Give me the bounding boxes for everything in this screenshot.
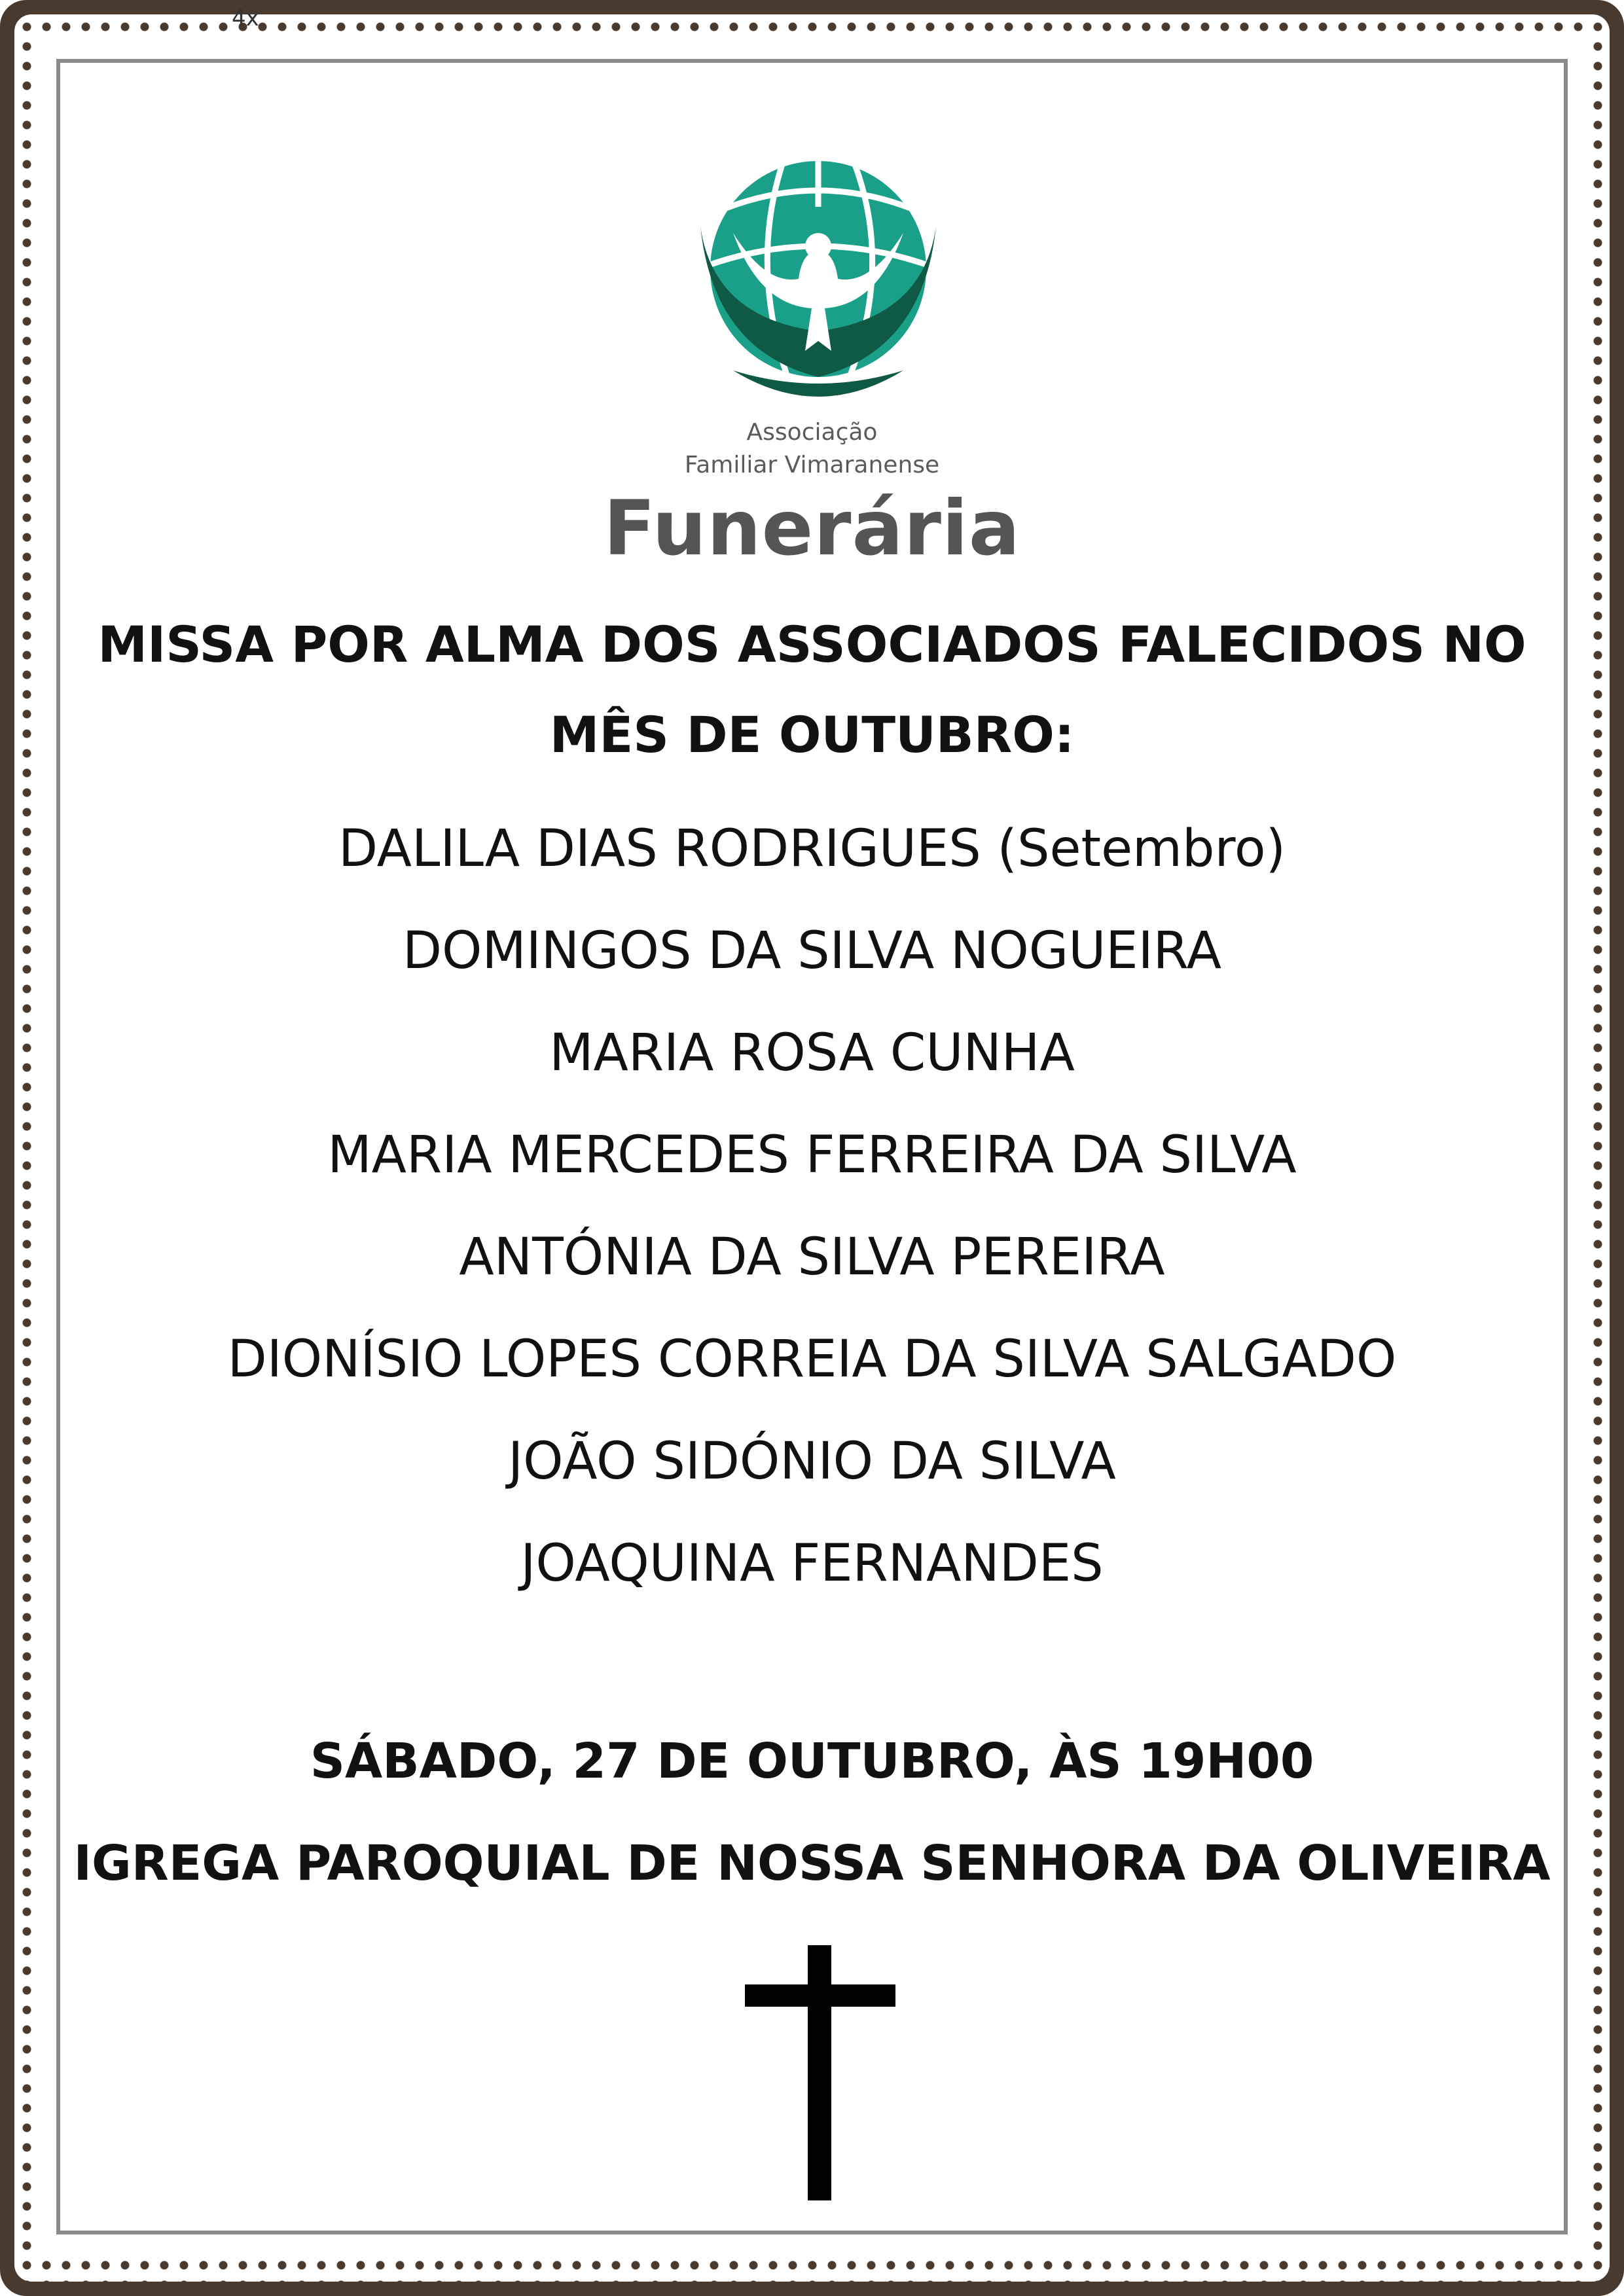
heading-line-2: MÊS DE OUTUBRO:: [549, 706, 1075, 764]
dove-globe-icon: [687, 154, 949, 416]
deceased-name: MARIA MERCEDES FERREIRA DA SILVA: [327, 1126, 1297, 1185]
deceased-name: MARIA ROSA CUNHA: [549, 1024, 1075, 1083]
deceased-name: ANTÓNIA DA SILVA PEREIRA: [459, 1228, 1165, 1287]
event-location: IGREGA PAROQUIAL DE NOSSA SENHORA DA OLIVEIRA: [73, 1835, 1551, 1892]
deceased-name: JOAQUINA FERNANDES: [520, 1534, 1104, 1593]
logo-association-subtitle: Familiar Vimaranense: [684, 452, 940, 478]
cross-icon: [745, 1945, 895, 2200]
corner-mark: 4x: [232, 5, 259, 31]
deceased-name: DOMINGOS DA SILVA NOGUEIRA: [403, 922, 1221, 980]
heading-line-1: MISSA POR ALMA DOS ASSOCIADOS FALECIDOS NO: [98, 615, 1526, 673]
event-date-time: SÁBADO, 27 DE OUTUBRO, ÀS 19H00: [310, 1733, 1314, 1789]
logo-brand-name: Funerária: [603, 484, 1021, 573]
deceased-name: DIONÍSIO LOPES CORREIA DA SILVA SALGADO: [227, 1330, 1397, 1389]
logo-association-label: Associação: [746, 419, 878, 446]
deceased-name: DALILA DIAS RODRIGUES (Setembro): [338, 819, 1286, 878]
deceased-name: JOÃO SIDÓNIO DA SILVA: [508, 1432, 1116, 1491]
